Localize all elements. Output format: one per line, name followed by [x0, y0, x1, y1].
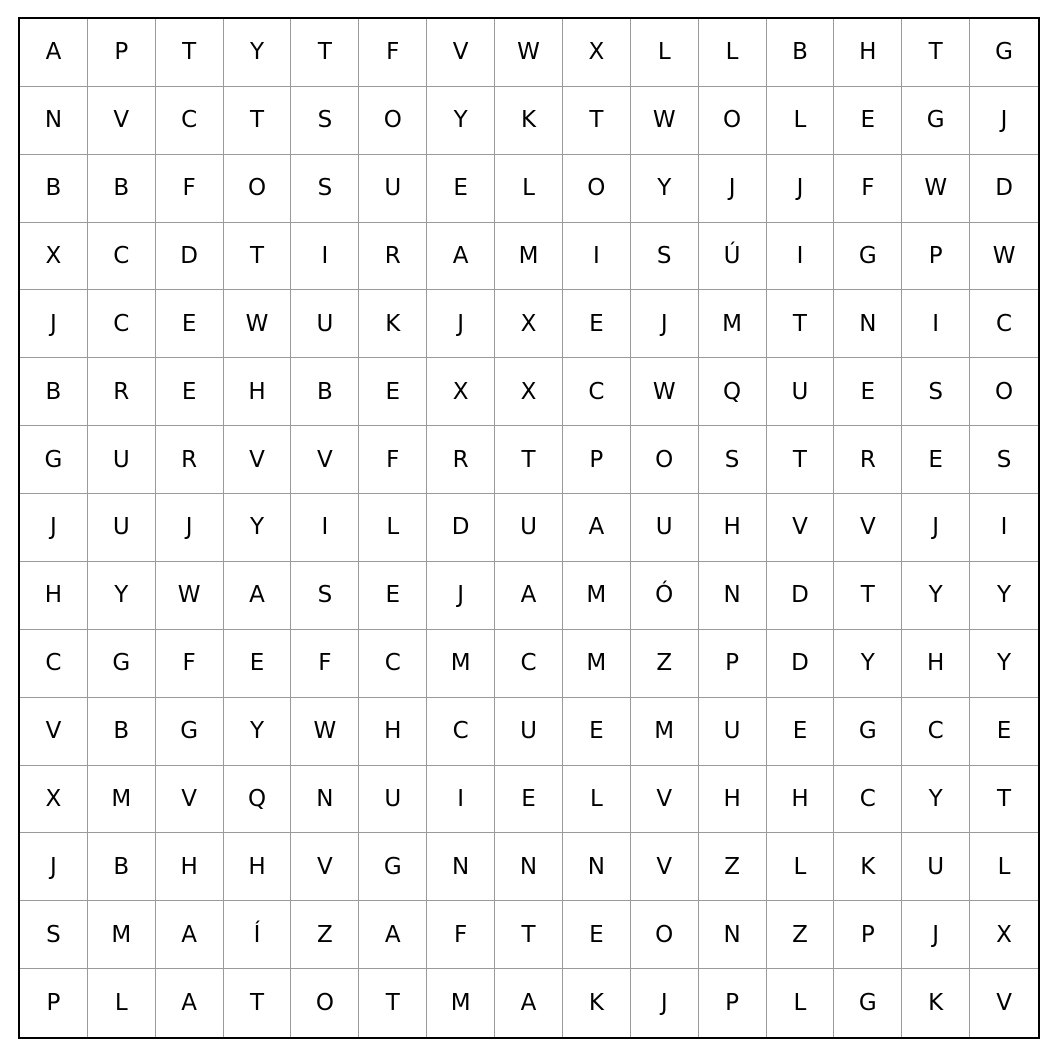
grid-cell[interactable]: V: [156, 766, 224, 834]
grid-cell[interactable]: W: [902, 155, 970, 223]
grid-cell[interactable]: E: [902, 426, 970, 494]
grid-cell[interactable]: I: [427, 766, 495, 834]
grid-cell[interactable]: Ú: [699, 223, 767, 291]
grid-cell[interactable]: X: [495, 358, 563, 426]
grid-cell[interactable]: N: [699, 562, 767, 630]
grid-cell[interactable]: E: [156, 290, 224, 358]
grid-cell[interactable]: W: [291, 698, 359, 766]
grid-cell[interactable]: F: [359, 19, 427, 87]
grid-cell[interactable]: V: [88, 87, 156, 155]
grid-cell[interactable]: J: [156, 494, 224, 562]
grid-cell[interactable]: O: [631, 901, 699, 969]
grid-cell[interactable]: V: [834, 494, 902, 562]
grid-cell[interactable]: O: [224, 155, 292, 223]
grid-cell[interactable]: J: [427, 290, 495, 358]
grid-cell[interactable]: O: [631, 426, 699, 494]
grid-cell[interactable]: H: [156, 833, 224, 901]
grid-cell[interactable]: U: [495, 698, 563, 766]
grid-cell[interactable]: E: [427, 155, 495, 223]
grid-cell[interactable]: Q: [699, 358, 767, 426]
grid-cell[interactable]: L: [495, 155, 563, 223]
grid-cell[interactable]: A: [495, 969, 563, 1037]
grid-cell[interactable]: M: [563, 562, 631, 630]
grid-cell[interactable]: L: [88, 969, 156, 1037]
grid-cell[interactable]: X: [563, 19, 631, 87]
grid-cell[interactable]: V: [291, 426, 359, 494]
grid-cell[interactable]: C: [88, 223, 156, 291]
grid-cell[interactable]: G: [902, 87, 970, 155]
grid-cell[interactable]: T: [563, 87, 631, 155]
grid-cell[interactable]: Y: [224, 19, 292, 87]
grid-cell[interactable]: H: [359, 698, 427, 766]
grid-cell[interactable]: B: [88, 833, 156, 901]
grid-cell[interactable]: D: [767, 562, 835, 630]
grid-cell[interactable]: L: [699, 19, 767, 87]
grid-cell[interactable]: P: [834, 901, 902, 969]
grid-cell[interactable]: E: [767, 698, 835, 766]
grid-cell[interactable]: V: [767, 494, 835, 562]
grid-cell[interactable]: V: [291, 833, 359, 901]
grid-cell[interactable]: A: [224, 562, 292, 630]
grid-cell[interactable]: S: [970, 426, 1038, 494]
grid-cell[interactable]: J: [20, 290, 88, 358]
grid-cell[interactable]: C: [427, 698, 495, 766]
grid-cell[interactable]: W: [224, 290, 292, 358]
grid-cell[interactable]: K: [834, 833, 902, 901]
grid-cell[interactable]: U: [902, 833, 970, 901]
grid-cell[interactable]: J: [427, 562, 495, 630]
grid-cell[interactable]: E: [834, 87, 902, 155]
grid-cell[interactable]: G: [970, 19, 1038, 87]
grid-cell[interactable]: I: [563, 223, 631, 291]
grid-cell[interactable]: U: [88, 426, 156, 494]
grid-cell[interactable]: G: [88, 630, 156, 698]
grid-cell[interactable]: L: [767, 87, 835, 155]
grid-cell[interactable]: L: [970, 833, 1038, 901]
grid-cell[interactable]: N: [563, 833, 631, 901]
grid-cell[interactable]: F: [834, 155, 902, 223]
grid-cell[interactable]: D: [427, 494, 495, 562]
grid-cell[interactable]: Ó: [631, 562, 699, 630]
grid-cell[interactable]: W: [495, 19, 563, 87]
grid-cell[interactable]: J: [20, 494, 88, 562]
grid-cell[interactable]: T: [834, 562, 902, 630]
grid-cell[interactable]: T: [767, 426, 835, 494]
grid-cell[interactable]: S: [20, 901, 88, 969]
grid-cell[interactable]: H: [20, 562, 88, 630]
grid-cell[interactable]: H: [834, 19, 902, 87]
grid-cell[interactable]: M: [88, 766, 156, 834]
grid-cell[interactable]: I: [291, 494, 359, 562]
grid-cell[interactable]: A: [156, 901, 224, 969]
grid-cell[interactable]: Q: [224, 766, 292, 834]
grid-cell[interactable]: S: [902, 358, 970, 426]
grid-cell[interactable]: U: [631, 494, 699, 562]
grid-cell[interactable]: H: [224, 358, 292, 426]
grid-cell[interactable]: A: [156, 969, 224, 1037]
grid-cell[interactable]: X: [20, 223, 88, 291]
grid-cell[interactable]: V: [224, 426, 292, 494]
grid-cell[interactable]: W: [631, 358, 699, 426]
grid-cell[interactable]: R: [834, 426, 902, 494]
grid-cell[interactable]: G: [834, 698, 902, 766]
grid-cell[interactable]: N: [20, 87, 88, 155]
grid-cell[interactable]: N: [495, 833, 563, 901]
grid-cell[interactable]: O: [359, 87, 427, 155]
grid-cell[interactable]: U: [291, 290, 359, 358]
grid-cell[interactable]: T: [156, 19, 224, 87]
grid-cell[interactable]: J: [767, 155, 835, 223]
grid-cell[interactable]: H: [767, 766, 835, 834]
grid-cell[interactable]: T: [767, 290, 835, 358]
grid-cell[interactable]: F: [427, 901, 495, 969]
grid-cell[interactable]: K: [359, 290, 427, 358]
grid-cell[interactable]: E: [563, 901, 631, 969]
grid-cell[interactable]: A: [427, 223, 495, 291]
grid-cell[interactable]: J: [902, 901, 970, 969]
grid-cell[interactable]: T: [224, 969, 292, 1037]
grid-cell[interactable]: Z: [631, 630, 699, 698]
grid-cell[interactable]: C: [359, 630, 427, 698]
grid-cell[interactable]: C: [156, 87, 224, 155]
grid-cell[interactable]: D: [156, 223, 224, 291]
grid-cell[interactable]: O: [563, 155, 631, 223]
grid-cell[interactable]: C: [902, 698, 970, 766]
grid-cell[interactable]: U: [88, 494, 156, 562]
grid-cell[interactable]: Y: [631, 155, 699, 223]
grid-cell[interactable]: Y: [970, 562, 1038, 630]
grid-cell[interactable]: E: [359, 562, 427, 630]
grid-cell[interactable]: Y: [902, 562, 970, 630]
grid-cell[interactable]: K: [495, 87, 563, 155]
grid-cell[interactable]: D: [767, 630, 835, 698]
grid-cell[interactable]: Y: [970, 630, 1038, 698]
grid-cell[interactable]: M: [427, 969, 495, 1037]
grid-cell[interactable]: F: [156, 155, 224, 223]
grid-cell[interactable]: L: [359, 494, 427, 562]
grid-cell[interactable]: I: [970, 494, 1038, 562]
grid-cell[interactable]: Y: [224, 698, 292, 766]
grid-cell[interactable]: X: [20, 766, 88, 834]
grid-cell[interactable]: Y: [88, 562, 156, 630]
grid-cell[interactable]: A: [20, 19, 88, 87]
grid-cell[interactable]: M: [88, 901, 156, 969]
grid-cell[interactable]: K: [563, 969, 631, 1037]
grid-cell[interactable]: T: [495, 901, 563, 969]
grid-cell[interactable]: E: [563, 698, 631, 766]
grid-cell[interactable]: C: [20, 630, 88, 698]
grid-cell[interactable]: N: [427, 833, 495, 901]
grid-cell[interactable]: E: [834, 358, 902, 426]
grid-cell[interactable]: E: [495, 766, 563, 834]
grid-cell[interactable]: O: [970, 358, 1038, 426]
grid-cell[interactable]: Z: [291, 901, 359, 969]
grid-cell[interactable]: X: [427, 358, 495, 426]
grid-cell[interactable]: W: [156, 562, 224, 630]
grid-cell[interactable]: Y: [224, 494, 292, 562]
grid-cell[interactable]: O: [699, 87, 767, 155]
grid-cell[interactable]: D: [970, 155, 1038, 223]
grid-cell[interactable]: P: [699, 630, 767, 698]
grid-cell[interactable]: G: [834, 969, 902, 1037]
grid-cell[interactable]: I: [767, 223, 835, 291]
grid-cell[interactable]: G: [359, 833, 427, 901]
grid-cell[interactable]: O: [291, 969, 359, 1037]
grid-cell[interactable]: C: [495, 630, 563, 698]
grid-cell[interactable]: E: [359, 358, 427, 426]
grid-cell[interactable]: L: [767, 969, 835, 1037]
grid-cell[interactable]: T: [224, 87, 292, 155]
grid-cell[interactable]: B: [20, 358, 88, 426]
grid-cell[interactable]: Z: [767, 901, 835, 969]
grid-cell[interactable]: Y: [834, 630, 902, 698]
grid-cell[interactable]: U: [495, 494, 563, 562]
grid-cell[interactable]: B: [767, 19, 835, 87]
grid-cell[interactable]: H: [699, 494, 767, 562]
grid-cell[interactable]: T: [224, 223, 292, 291]
grid-cell[interactable]: S: [291, 87, 359, 155]
grid-cell[interactable]: N: [699, 901, 767, 969]
grid-cell[interactable]: R: [359, 223, 427, 291]
grid-cell[interactable]: S: [291, 562, 359, 630]
grid-cell[interactable]: J: [631, 290, 699, 358]
grid-cell[interactable]: R: [88, 358, 156, 426]
grid-cell[interactable]: Í: [224, 901, 292, 969]
grid-cell[interactable]: H: [699, 766, 767, 834]
grid-cell[interactable]: M: [495, 223, 563, 291]
grid-cell[interactable]: A: [563, 494, 631, 562]
word-search-grid: [18, 17, 1040, 1039]
grid-cell[interactable]: G: [834, 223, 902, 291]
grid-cell[interactable]: N: [834, 290, 902, 358]
grid-cell[interactable]: A: [495, 562, 563, 630]
grid-cell[interactable]: R: [427, 426, 495, 494]
grid-cell[interactable]: T: [359, 969, 427, 1037]
grid-cell[interactable]: G: [156, 698, 224, 766]
grid-cell[interactable]: B: [20, 155, 88, 223]
grid-cell[interactable]: P: [902, 223, 970, 291]
grid-cell[interactable]: M: [427, 630, 495, 698]
grid-cell[interactable]: M: [699, 290, 767, 358]
grid-cell[interactable]: P: [563, 426, 631, 494]
grid-cell[interactable]: U: [359, 155, 427, 223]
grid-cell[interactable]: S: [291, 155, 359, 223]
grid-cell[interactable]: E: [970, 698, 1038, 766]
grid-cell[interactable]: T: [291, 19, 359, 87]
grid-cell[interactable]: J: [631, 969, 699, 1037]
grid-cell[interactable]: V: [427, 19, 495, 87]
grid-cell[interactable]: F: [291, 630, 359, 698]
grid-cell[interactable]: G: [20, 426, 88, 494]
grid-cell[interactable]: N: [291, 766, 359, 834]
grid-cell[interactable]: W: [631, 87, 699, 155]
grid-cell[interactable]: J: [20, 833, 88, 901]
grid-cell[interactable]: U: [359, 766, 427, 834]
grid-cell[interactable]: U: [699, 698, 767, 766]
grid-cell[interactable]: H: [224, 833, 292, 901]
grid-cell[interactable]: Y: [427, 87, 495, 155]
grid-cell[interactable]: V: [631, 833, 699, 901]
grid-cell[interactable]: M: [563, 630, 631, 698]
grid-cell[interactable]: F: [359, 426, 427, 494]
grid-cell[interactable]: R: [156, 426, 224, 494]
grid-cell[interactable]: M: [631, 698, 699, 766]
grid-cell[interactable]: E: [156, 358, 224, 426]
grid-cell[interactable]: F: [156, 630, 224, 698]
grid-cell[interactable]: T: [902, 19, 970, 87]
grid-cell[interactable]: C: [563, 358, 631, 426]
grid-cell[interactable]: H: [902, 630, 970, 698]
grid-cell[interactable]: P: [20, 969, 88, 1037]
grid-cell[interactable]: X: [970, 901, 1038, 969]
grid-cell[interactable]: J: [902, 494, 970, 562]
grid-cell[interactable]: Y: [902, 766, 970, 834]
grid-cell[interactable]: T: [970, 766, 1038, 834]
grid-cell[interactable]: X: [495, 290, 563, 358]
grid-cell[interactable]: C: [88, 290, 156, 358]
grid-cell[interactable]: L: [767, 833, 835, 901]
grid-cell[interactable]: L: [631, 19, 699, 87]
grid-cell[interactable]: V: [996, 990, 1012, 1017]
grid-cell[interactable]: K: [902, 969, 970, 1037]
grid-cell[interactable]: B: [291, 358, 359, 426]
grid-cell[interactable]: E: [563, 290, 631, 358]
grid-cell[interactable]: P: [88, 19, 156, 87]
grid-cell[interactable]: W: [970, 223, 1038, 291]
grid-cell[interactable]: V: [631, 766, 699, 834]
grid-cell[interactable]: B: [88, 698, 156, 766]
grid-cell[interactable]: J: [699, 155, 767, 223]
grid-cell[interactable]: A: [359, 901, 427, 969]
grid-cell[interactable]: E: [224, 630, 292, 698]
grid-cell[interactable]: C: [834, 766, 902, 834]
grid-cell[interactable]: Z: [699, 833, 767, 901]
grid-cell[interactable]: C: [970, 290, 1038, 358]
grid-cell[interactable]: P: [699, 969, 767, 1037]
grid-cell[interactable]: S: [631, 223, 699, 291]
grid-cell[interactable]: L: [563, 766, 631, 834]
grid-cell[interactable]: J: [970, 87, 1038, 155]
grid-cell[interactable]: S: [699, 426, 767, 494]
grid-cell[interactable]: T: [495, 426, 563, 494]
grid-cell[interactable]: U: [767, 358, 835, 426]
grid-cell[interactable]: I: [902, 290, 970, 358]
grid-cell[interactable]: V: [20, 698, 88, 766]
grid-cell[interactable]: B: [88, 155, 156, 223]
grid-cell[interactable]: I: [291, 223, 359, 291]
